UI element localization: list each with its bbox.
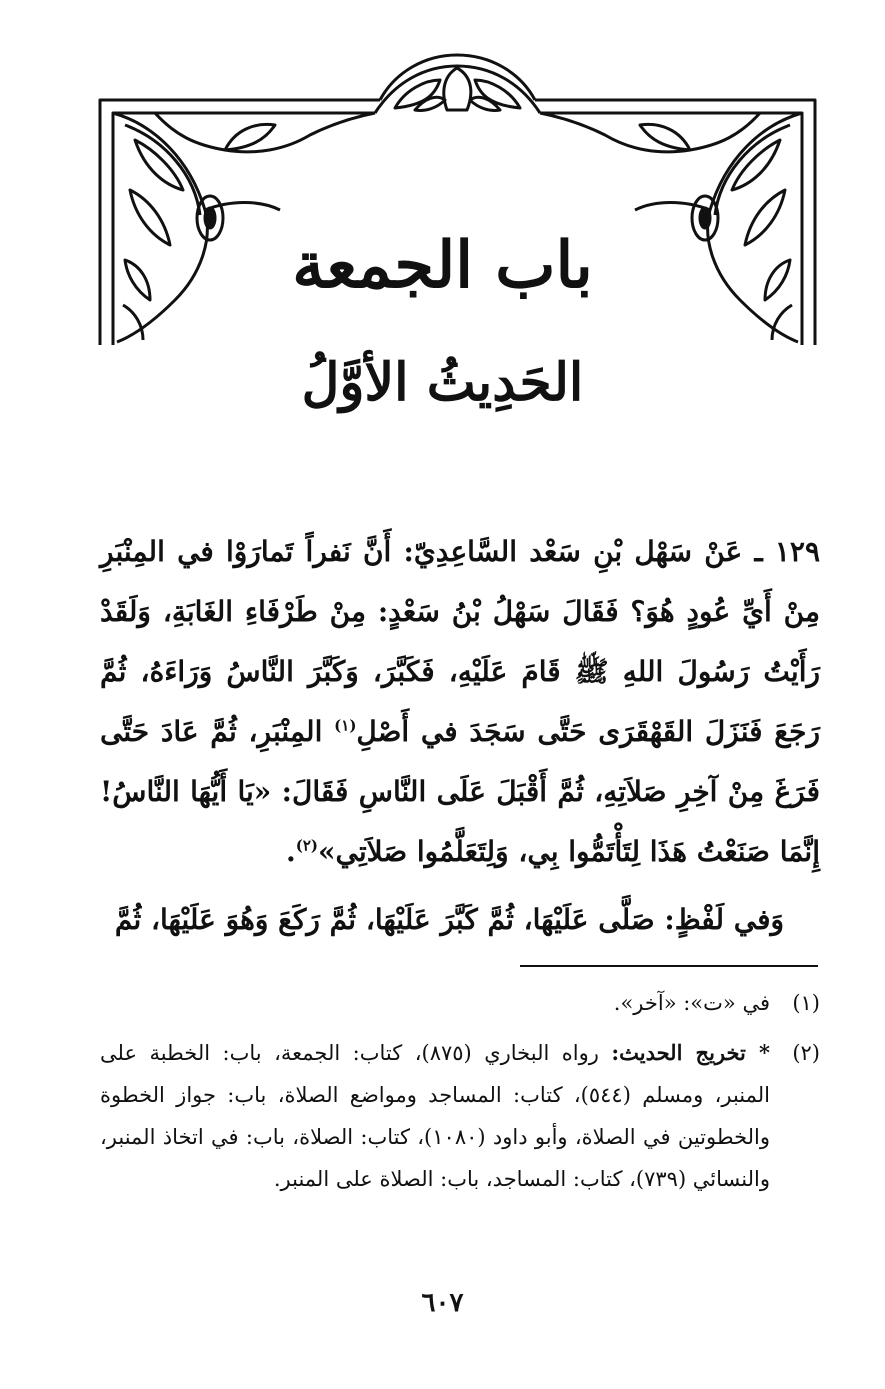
footnote-number: (١) [792,991,820,1015]
footnote-number: (٢) [792,1041,820,1065]
footnote-separator [520,965,818,967]
page-number: ٦٠٧ [421,1288,464,1318]
hadith-text-end: . [285,835,296,868]
footnote-1 [100,982,820,1024]
chapter-title: باب الجمعة [292,228,593,303]
hadith-title: الحَدِيثُ الأوَّلُ [301,352,584,413]
footnotes [100,982,820,1208]
ornamental-frame-icon [95,50,820,350]
footnote-heading: * تخريج الحديث: [611,1040,770,1065]
footnote-body [100,1032,770,1200]
footnote-text: في «ت»: «آخر». [613,991,770,1015]
footnote-marker-1: (١) [334,716,357,735]
hadith-text [100,522,820,950]
hadith-text-part2: المِنْبَرِ، ثُمَّ عَادَ حَتَّى فَرَغَ مِنْ آخِرِ صَلاَتِهِ، ثُمَّ أَقْبَلَ عَلَى النَّاسِ فَقَالَ: «يَا أَيُّهَا النَّاسُ! إِنَّمَا صَنَعْتُ هَذَا لِتَأْتَمُّوا بِي، وَلِتَعَلَّمُوا صَلاَتِي» [100,715,820,868]
footnote-text: رواه البخاري (٨٧٥)، كتاب: الجمعة، باب: الخطبة على المنبر، ومسلم (٥٤٤)، كتاب: المساجد ومواضع الصلاة، باب: جواز الخطوة والخطوتين في الصلاة، وأبو داود (١٠٨٠)، كتاب: الصلاة، باب: في اتخاذ المنبر، والنسائي (٧٣٩)، كتاب: المساجد، باب: الصلاة على المنبر. [100,1041,771,1191]
hadith-variant-paragraph: وَفي لَفْظٍ: صَلَّى عَلَيْهَا، ثُمَّ كَبَّرَ عَلَيْهَا، ثُمَّ رَكَعَ وَهُوَ عَلَيْهَا، ثُمَّ [114,903,784,936]
footnote-2 [100,1032,820,1200]
hadith-paragraph [100,522,820,882]
footnote-marker-2: (٢) [295,836,319,855]
hadith-text-part1: ١٢٩ ـ عَنْ سَهْل بْنِ سَعْد السَّاعِدِيّ: أَنَّ نَفراً تَمارَوْا في المِنْبَرِ مِنْ أَيِّ عُودٍ هُوَ؟ فَقَالَ سَهْلُ بْنُ سَعْدٍ: مِنْ طَرْفَاءِ الغَابَةِ، وَلَقَدْ رَأَيْتُ رَسُولَ اللهِ ﷺ قَامَ عَلَيْهِ، فَكَبَّرَ، وَكَبَّرَ النَّاسُ وَرَاءَهُ، ثُمَّ رَجَعَ فَنَزَلَ القَهْقَرَى حَتَّى سَجَدَ في أَصْلِ [100,535,821,748]
ornamental-frame [95,50,820,350]
